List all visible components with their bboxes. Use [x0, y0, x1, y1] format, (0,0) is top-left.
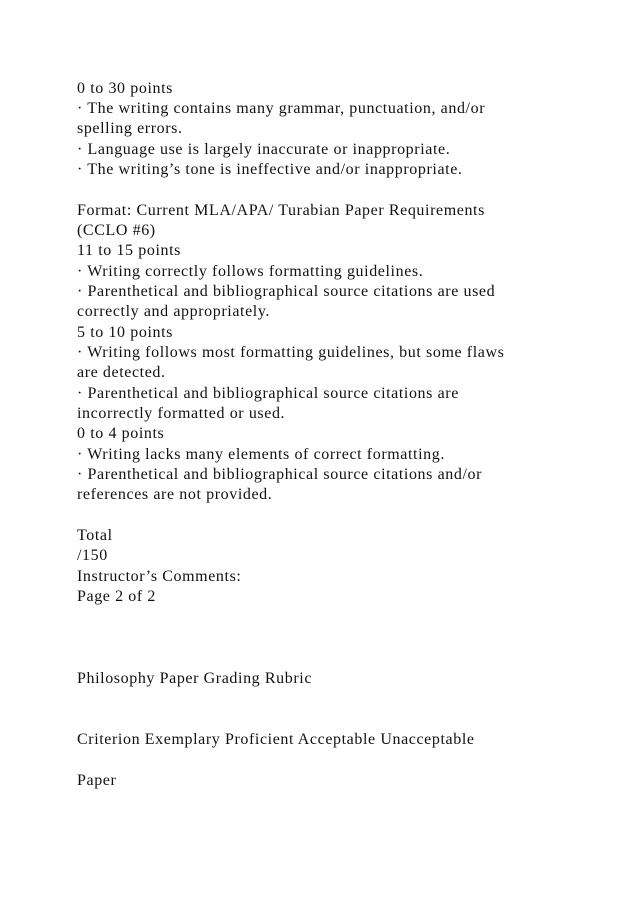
- text-line: · The writing’s tone is ineffective and/or inappropriate.: [77, 161, 463, 178]
- page-number: Page 2 of 2: [77, 588, 157, 605]
- total-score: /150: [77, 547, 108, 564]
- text-line: · The writing contains many grammar, punctuation, and/or: [77, 100, 486, 117]
- text-line: (CCLO #6): [77, 222, 156, 239]
- text-line: · Parenthetical and bibliographical source citations are used: [77, 283, 496, 300]
- instructor-comments-label: Instructor’s Comments:: [77, 568, 242, 585]
- text-line: incorrectly formatted or used.: [77, 405, 286, 422]
- text-line: · Language use is largely inaccurate or inappropriate.: [77, 141, 451, 158]
- text-line: Format: Current MLA/APA/ Turabian Paper Requirements: [77, 202, 485, 219]
- text-line: 5 to 10 points: [77, 324, 173, 341]
- text-line: · Writing lacks many elements of correct formatting.: [77, 446, 445, 463]
- text-line: correctly and appropriately.: [77, 303, 271, 320]
- text-line: · Writing follows most formatting guidelines, but some flaws: [77, 344, 505, 361]
- text-line: · Parenthetical and bibliographical source citations and/or: [77, 466, 483, 483]
- text-line: are detected.: [77, 364, 166, 381]
- text-line: spelling errors.: [77, 120, 183, 137]
- text-line: 0 to 4 points: [77, 425, 165, 442]
- text-line: · Writing correctly follows formatting guidelines.: [77, 263, 424, 280]
- document-title: Philosophy Paper Grading Rubric: [77, 670, 313, 687]
- rubric-header-row: Criterion Exemplary Proficient Acceptable Unacceptable: [77, 731, 475, 748]
- text-line: references are not provided.: [77, 486, 273, 503]
- text-line: 11 to 15 points: [77, 242, 181, 259]
- text-line: · Parenthetical and bibliographical source citations are: [77, 385, 459, 402]
- total-label: Total: [77, 527, 113, 544]
- rubric-row-label: Paper: [77, 772, 117, 789]
- text-line: 0 to 30 points: [77, 80, 173, 97]
